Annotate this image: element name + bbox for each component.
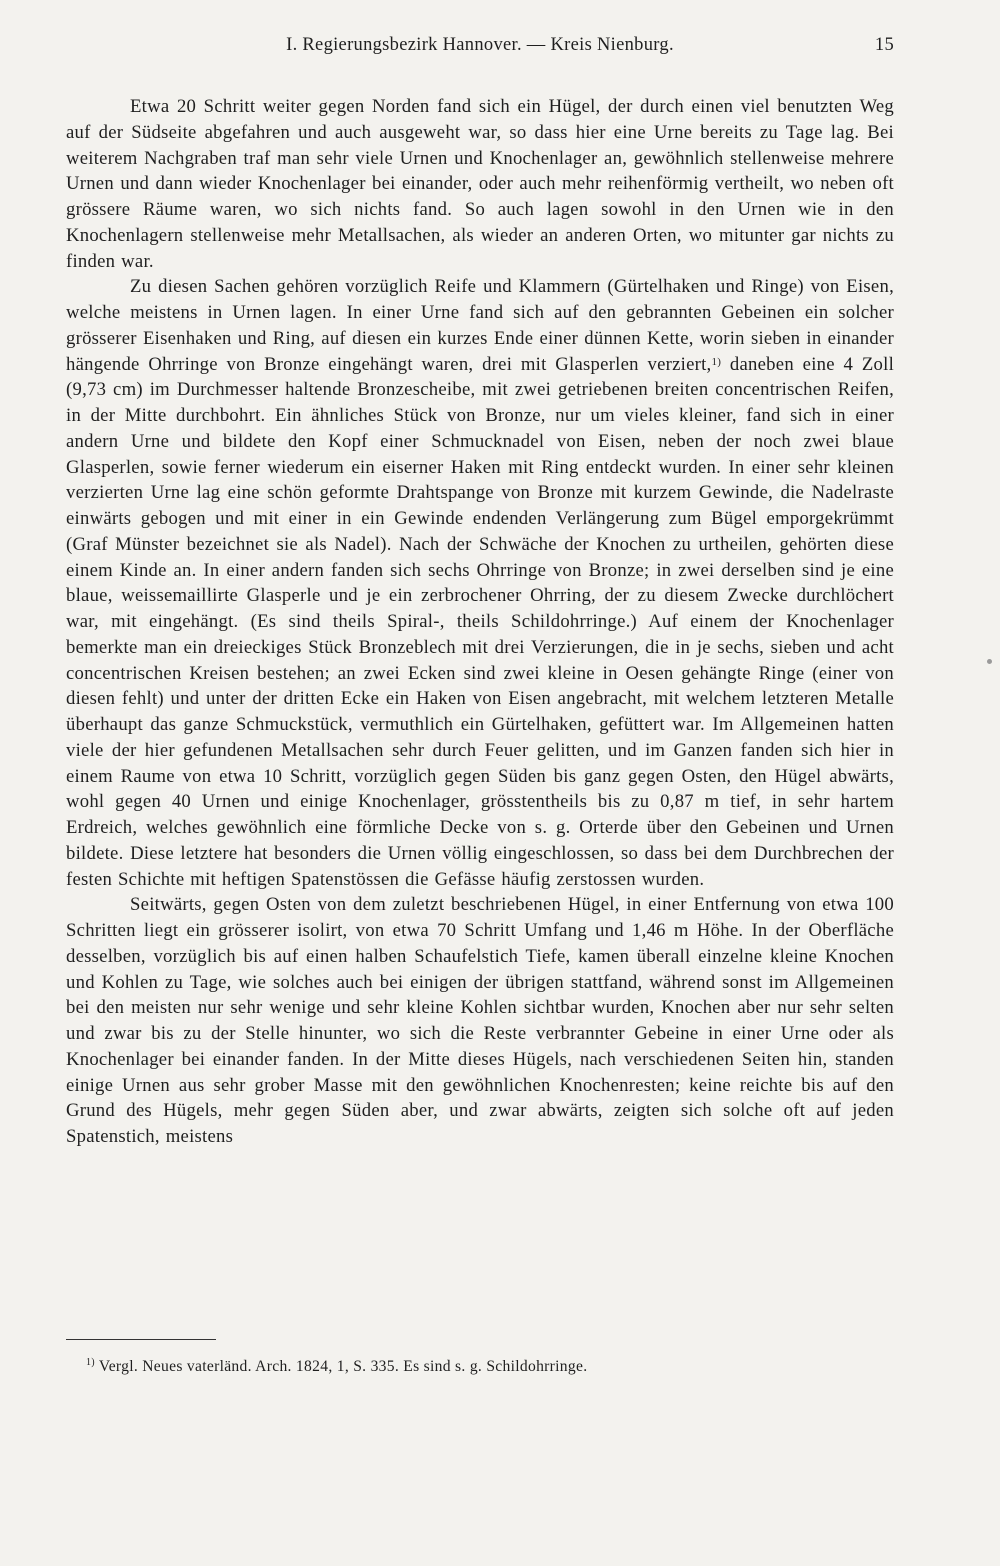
body-text	[66, 94, 894, 1150]
paragraph-1-text: Etwa 20 Schritt weiter gegen Norden fand sich ein Hügel, der durch einen viel benutzten Weg auf der Südseite abgefahren und auch ausgeweht war, so dass hier eine Urne bereits zu Tage lag. Bei weiterem Nachgraben traf man sehr viele Urnen und Knochenlager an, gewöhnlich stellenweise mehrere Urnen und dann wieder Knochenlager bei einander, oder auch mehr reihenförmig vertheilt, wo neben oft grössere Räume waren, wo sich nichts fand. So auch lagen sowohl in den Urnen wie in den Knochenlagern stellenweise mehr Metallsachen, als wieder an anderen Orten, wo mitunter gar nichts zu finden war.	[66, 96, 894, 272]
paragraph-2-text-after: daneben eine 4 Zoll (9,73 cm) im Durchmesser haltende Bronzescheibe, mit zwei getriebenen breiten concentrischen Reifen, in der Mitte durchbohrt. Ein ähnliches Stück von Bronze, nur um vieles kleiner, fand sich in einer andern Urne und bildete den Kopf einer Schmucknadel von Eisen, neben der noch zwei blaue Glasperlen, sowie ferner wiederum ein eiserner Haken mit Ring entdeckt wurden. In einer sehr kleinen verzierten Urne lag eine schön geformte Drahtspange von Bronze mit kurzem Gewinde, die Nadelraste einwärts gebogen und mit einer in ein Gewinde endenden Verlängerung zum Bügel emporgekrümmt (Graf Münster bezeichnet sie als Nadel). Nach der Schwäche der Knochen zu urtheilen, gehörten diese einem Kinde an. In einer andern fanden sich sechs Ohrringe von Bronze; in zwei derselben sind je eine blaue, weissemaillirte Glasperle und je ein zerbrochener Ohrring, der zu diesem Zwecke durchlöchert war, mit eingehängt. (Es sind theils Spiral-, theils Schildohrringe.) Auf einem der Knochenlager bemerkte man ein dreieckiges Stück Bronzeblech mit drei Verzierungen, die in je sechs, sieben und acht concentrischen Kreisen bestehen; an zwei Ecken sind zwei kleine in Oesen gehängte Ringe (einer von diesen fehlt) und unter der dritten Ecke ein Haken von Eisen angebracht, mit welchem letzteren Metalle überhaupt das ganze Schmuckstück, vermuthlich ein Gürtelhaken, gefüttert war. Im Allgemeinen hatten viele der hier gefundenen Metallsachen sehr durch Feuer gelitten, und im Ganzen fanden sich hier in einem Raume von etwa 10 Schritt, vorzüglich gegen Süden bis ganz gegen Osten, den Hügel abwärts, wohl gegen 40 Urnen und einige Knochenlager, grösstentheils bis zu 0,87 m tief, in sehr hartem Erdreich, welches gewöhnlich eine förmliche Decke von s. g. Orterde über den Gebeinen und Urnen bildete. Diese letztere hat besonders die Urnen völlig eingeschlossen, so dass bei dem Durchbrechen der festen Schichte mit heftigen Spatenstössen die Gefässe häufig zerstossen wurden.	[66, 353, 895, 890]
footnote-mark: 1)	[86, 1357, 95, 1368]
running-header	[66, 35, 894, 65]
paper-speck	[987, 659, 992, 664]
paragraph-1	[66, 94, 894, 274]
paragraph-3	[66, 892, 894, 1150]
footnote-reference: 1)	[711, 355, 722, 368]
header-title: I. Regierungsbezirk Hannover. — Kreis Nienburg.	[286, 35, 674, 55]
paragraph-2-text-before: Zu diesen Sachen gehören vorzüglich Reife und Klammern (Gürtelhaken und Ringe) von Eisen, welche meistens in Urnen lagen. In einer Urne fand sich auf den gebrannten Gebeinen ein solcher grösserer Eisenhaken und Ring, auf diesen ein kurzes Ende einer dünnen Kette, worin sieben in einander hängende Ohrringe von Bronze eingehängt waren, drei mit Glasperlen verziert,	[66, 276, 894, 375]
page-number: 15	[874, 35, 894, 55]
paragraph-2	[66, 274, 894, 892]
footnote-divider	[66, 1339, 216, 1340]
paragraph-3-text: Seitwärts, gegen Osten von dem zuletzt beschriebenen Hügel, in einer Entfernung von etwa 100 Schritten liegt ein grösserer isolirt, von etwa 70 Schritt Umfang und 1,46 m Höhe. In der Oberfläche desselben, vorzüglich bis auf einen halben Schaufelstich Tiefe, kamen überall einzelne kleine Knochen und Kohlen zu Tage, wie solches auch bei einigen der übrigen stattfand, während sonst im Allgemeinen bei den meisten nur sehr wenige und sehr kleine Kohlen sichtbar wurden, Knochen aber nur sehr selten und zwar bis zu der Stelle hinunter, wo sich die Reste verbrannter Gebeine in einer Urne oder als Knochenlager bei einander fanden. In der Mitte dieses Hügels, nach verschiedenen Seiten hin, standen einige Urnen aus sehr grober Masse mit den gewöhnlichen Knochenresten; keine reichte bis auf den Grund des Hügels, mehr gegen Süden aber, und zwar abwärts, zeigten sich solche oft auf jeden Spatenstich, meistens	[66, 894, 894, 1147]
footnote	[86, 1358, 886, 1376]
footnote-text: Vergl. Neues vaterländ. Arch. 1824, 1, S. 335. Es sind s. g. Schildohrringe.	[98, 1358, 588, 1375]
